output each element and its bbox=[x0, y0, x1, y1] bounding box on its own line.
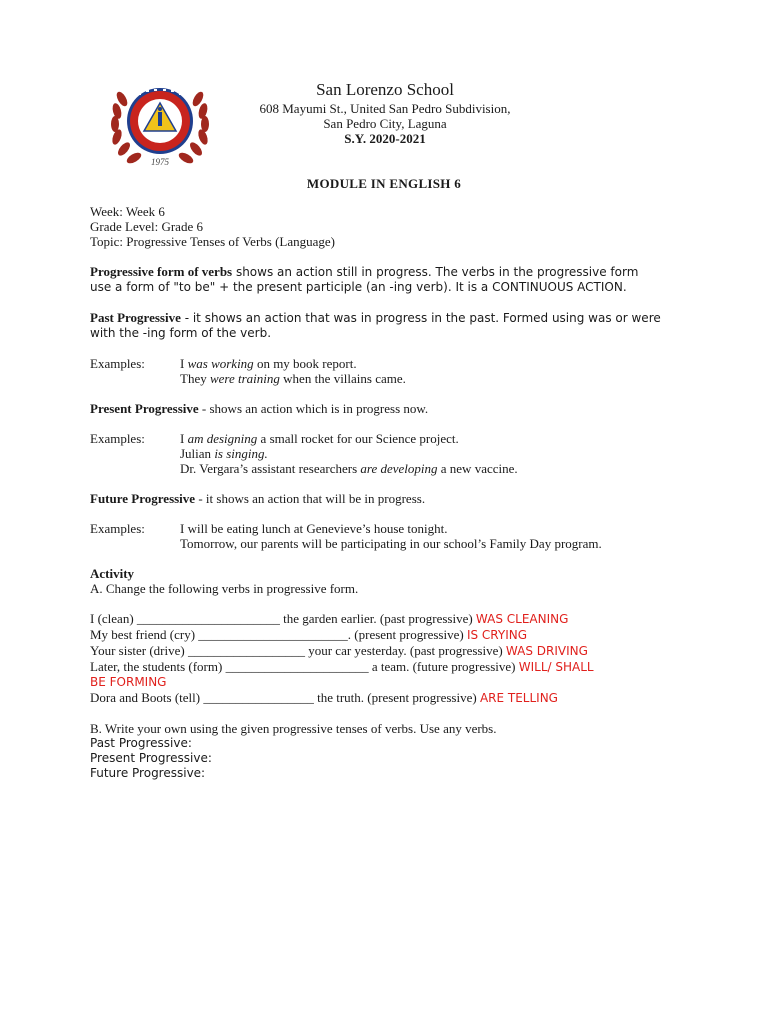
present-example-3: Dr. Vergara’s assistant researchers are developing a new vaccine. bbox=[180, 461, 518, 476]
answer-text: ARE TELLING bbox=[479, 691, 558, 705]
answer-text: WAS DRIVING bbox=[505, 644, 588, 658]
progressive-form-line-2: use a form of "to be" + the present participle (an -ing verb). It is a CONTINUOUS ACTION. bbox=[90, 280, 627, 294]
future-progressive-term: Future Progressive bbox=[90, 491, 196, 506]
topic-line: Topic: Progressive Tenses of Verbs (Language) bbox=[90, 234, 336, 249]
present-example-2: Julian is singing. bbox=[180, 446, 268, 461]
activity-instruction-a: A. Change the following verbs in progressive form. bbox=[90, 581, 359, 596]
school-year: S.Y. 2020-2021 bbox=[344, 131, 426, 146]
activity-item: I (clean) ______________________ the garden earlier. (past progressive) WAS CLEANING bbox=[90, 611, 569, 626]
future-example-2: Tomorrow, our parents will be participating in our school’s Family Day program. bbox=[180, 536, 602, 551]
school-logo bbox=[108, 79, 212, 169]
answer-text-continued: BE FORMING bbox=[90, 675, 167, 689]
past-example-1: Examples: I was working on my book report. bbox=[90, 356, 357, 371]
school-name: San Lorenzo School bbox=[316, 80, 454, 99]
past-progressive-line-2: with the -ing form of the verb. bbox=[90, 326, 272, 340]
present-example-1: Examples: I am designing a small rocket for our Science project. bbox=[90, 431, 459, 446]
answer-text: IS CRYING bbox=[466, 628, 528, 642]
activity-item: Dora and Boots (tell) _________________ the truth. (present progressive) ARE TELLING bbox=[90, 690, 558, 705]
past-progressive-term: Past Progressive bbox=[90, 310, 181, 325]
school-header bbox=[220, 79, 550, 147]
module-title: MODULE IN ENGLISH 6 bbox=[306, 176, 462, 191]
activity-title: Activity bbox=[90, 566, 135, 581]
b-item-present: Present Progressive: bbox=[90, 751, 212, 765]
present-progressive-term: Present Progressive bbox=[90, 401, 199, 416]
future-example-1: Examples: I will be eating lunch at Genevieve’s house tonight. bbox=[90, 521, 448, 536]
examples-label: Examples: bbox=[90, 356, 145, 371]
logo-year: 1975 bbox=[151, 157, 169, 167]
answer-text: WAS CLEANING bbox=[475, 612, 569, 626]
past-example-2: They were training when the villains came. bbox=[180, 371, 406, 386]
present-progressive-definition: Present Progressive - shows an action which is in progress now. bbox=[90, 401, 429, 416]
activity-item: Your sister (drive) __________________ your car yesterday. (past progressive) WAS DRIVING bbox=[90, 643, 588, 658]
week-line: Week: Week 6 bbox=[90, 204, 165, 219]
activity-instruction-b: B. Write your own using the given progressive tenses of verbs. Use any verbs. bbox=[90, 721, 497, 736]
past-progressive-definition: Past Progressive - it shows an action that was in progress in the past. Formed using was or were bbox=[90, 310, 661, 325]
examples-label: Examples: bbox=[90, 431, 145, 446]
activity-item: Later, the students (form) ______________________ a team. (future progressive) WILL/ SHALL bbox=[90, 659, 594, 674]
address-line-1: 608 Mayumi St., United San Pedro Subdivision, bbox=[259, 101, 511, 116]
b-item-future: Future Progressive: bbox=[90, 766, 206, 780]
grade-line: Grade Level: Grade 6 bbox=[90, 219, 203, 234]
progressive-form-term: Progressive form of verbs bbox=[90, 264, 233, 279]
b-item-past: Past Progressive: bbox=[90, 736, 192, 750]
progressive-form-definition: Progressive form of verbs shows an action still in progress. The verbs in the progressive form bbox=[90, 264, 639, 279]
activity-item: My best friend (cry) _______________________. (present progressive) IS CRYING bbox=[90, 627, 528, 642]
future-progressive-definition: Future Progressive - it shows an action that will be in progress. bbox=[90, 491, 426, 506]
examples-label: Examples: bbox=[90, 521, 145, 536]
document-body bbox=[90, 204, 690, 781]
answer-text: WILL/ SHALL bbox=[518, 660, 594, 674]
address-line-2: San Pedro City, Laguna bbox=[323, 116, 447, 131]
